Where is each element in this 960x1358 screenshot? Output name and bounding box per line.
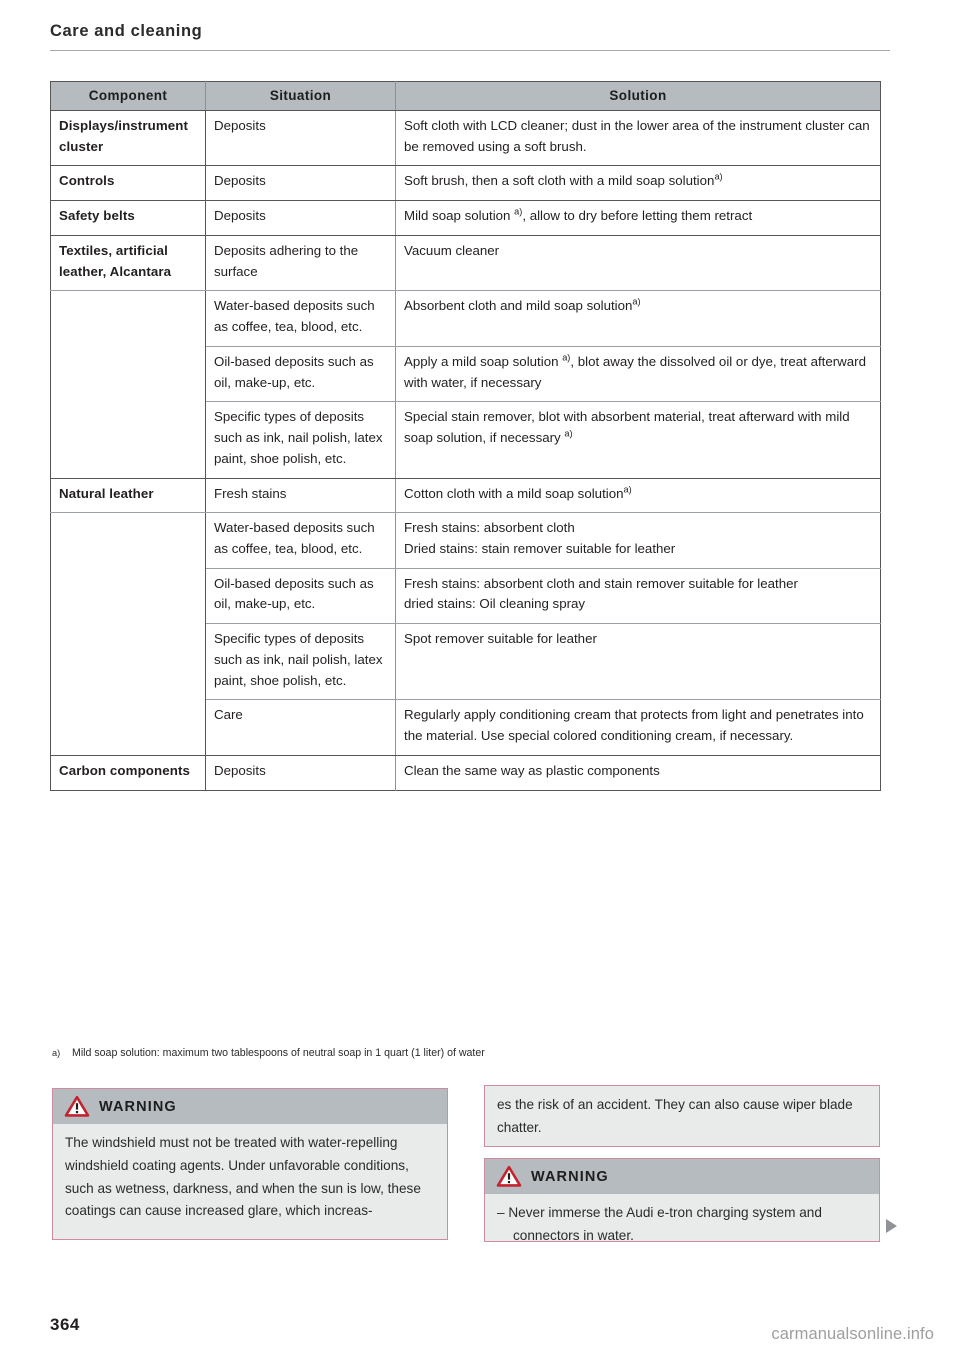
cell-component-empty	[51, 402, 206, 478]
cell-situation: Oil-based deposits such as oil, make-up, etc.	[206, 568, 396, 623]
warning-body: The windshield must not be treated with water-repelling windshield coating agents. Under unfavorable conditions, such as wetness, darkness, and when the sun is low, these coatings can cause increased glare, which increas-	[65, 1135, 421, 1219]
cell-situation: Specific types of deposits such as ink, nail polish, latex paint, shoe polish, etc.	[206, 624, 396, 700]
cell-component: Natural leather	[51, 478, 206, 513]
cell-solution: Absorbent cloth and mild soap solution$^{a)}$	[396, 291, 881, 346]
table-row	[51, 755, 881, 790]
cell-solution: Apply a mild soap solution $^{a)}$, blot away the dissolved oil or dye, treat afterward with water, if necessary	[396, 346, 881, 401]
cell-component-empty	[51, 291, 206, 346]
cell-situation: Care	[206, 700, 396, 755]
footnote-reference: a)	[514, 206, 523, 217]
table-row	[51, 346, 881, 401]
solution-line: Fresh stains: absorbent cloth	[404, 520, 575, 536]
warning-title: WARNING	[99, 1098, 177, 1115]
cell-component: Displays/instrument cluster	[51, 111, 206, 166]
warning-triangle-icon	[496, 1165, 522, 1188]
solution-line: Fresh stains: absorbent cloth and stain remover suitable for leather	[404, 575, 798, 591]
cell-situation: Fresh stains	[206, 478, 396, 513]
table-row	[51, 513, 881, 568]
cell-solution	[396, 568, 881, 623]
warning-header	[53, 1089, 447, 1124]
table-row	[51, 111, 881, 166]
solution-line: dried stains: Oil cleaning spray	[404, 596, 586, 612]
cell-component: Safety belts	[51, 201, 206, 236]
column-header-situation: Situation	[206, 82, 396, 111]
cell-solution: Cotton cloth with a mild soap solution$^{a)}$	[396, 478, 881, 513]
cell-component: Carbon components	[51, 755, 206, 790]
table-row	[51, 478, 881, 513]
cell-solution: Vacuum cleaner	[396, 235, 881, 290]
table-row	[51, 166, 881, 201]
cell-solution: Soft brush, then a soft cloth with a mild soap solution$^{a)}$	[396, 166, 881, 201]
cell-solution: Soft cloth with LCD cleaner; dust in the lower area of the instrument cluster can be removed using a soft brush.	[396, 111, 881, 166]
footnote-reference: a)	[623, 484, 632, 495]
table-row	[51, 201, 881, 236]
cell-component-empty	[51, 568, 206, 623]
cell-situation: Water-based deposits such as coffee, tea, blood, etc.	[206, 513, 396, 568]
table-row	[51, 700, 881, 755]
table-row	[51, 402, 881, 478]
page-header	[50, 22, 890, 51]
table-footnote	[52, 1046, 882, 1061]
page-number: 364	[50, 1315, 80, 1334]
header-divider	[50, 50, 890, 51]
table-row	[51, 291, 881, 346]
footnote-reference: a)	[564, 428, 573, 439]
table-row	[51, 624, 881, 700]
footnote-text: Mild soap solution: maximum two tablespoons of neutral soap in 1 quart (1 liter) of water	[72, 1047, 485, 1059]
warning-list-item: – Never immerse the Audi e-tron charging system and connectors in water.	[497, 1205, 822, 1243]
cell-solution: Clean the same way as plastic components	[396, 755, 881, 790]
cell-component-empty	[51, 700, 206, 755]
warning-body	[485, 1194, 879, 1258]
cell-component-empty	[51, 624, 206, 700]
page-title: Care and cleaning	[50, 22, 203, 40]
warning-triangle-icon	[64, 1095, 90, 1118]
warning-box-charging-system	[484, 1158, 880, 1242]
warning-box-windshield	[52, 1088, 448, 1240]
warning-continuation-body: es the risk of an accident. They can also cause wiper blade chatter.	[497, 1097, 853, 1135]
cell-component: Controls	[51, 166, 206, 201]
cell-situation: Water-based deposits such as coffee, tea, blood, etc.	[206, 291, 396, 346]
cell-component-empty	[51, 346, 206, 401]
site-watermark: carmanualsonline.info	[771, 1325, 934, 1343]
footnote-marker: a)	[52, 1048, 61, 1058]
footnote-reference: a)	[714, 172, 723, 183]
table-body	[51, 111, 881, 791]
footnote-reference: a)	[562, 352, 571, 363]
cell-solution: Spot remover suitable for leather	[396, 624, 881, 700]
cell-situation: Deposits	[206, 755, 396, 790]
cell-solution	[396, 513, 881, 568]
warning-title: WARNING	[531, 1168, 609, 1185]
cell-solution: Regularly apply conditioning cream that protects from light and penetrates into the material. Use special colored conditioning cream, if necessary.	[396, 700, 881, 755]
column-header-solution: Solution	[396, 82, 881, 111]
footnote-reference: a)	[632, 296, 641, 307]
cell-solution: Mild soap solution $^{a)}$, allow to dry before letting them retract	[396, 201, 881, 236]
cell-situation: Deposits	[206, 111, 396, 166]
cell-situation: Oil-based deposits such as oil, make-up, etc.	[206, 346, 396, 401]
table-row	[51, 235, 881, 290]
play-triangle-icon	[886, 1219, 897, 1233]
cell-situation: Deposits adhering to the surface	[206, 235, 396, 290]
warning-header	[485, 1159, 879, 1194]
cell-component: Textiles, artificial leather, Alcantara	[51, 235, 206, 290]
cell-component-empty	[51, 513, 206, 568]
cell-situation: Deposits	[206, 166, 396, 201]
warning-box-continuation	[484, 1085, 880, 1147]
cell-solution: Special stain remover, blot with absorbent material, treat afterward with mild soap solution, if necessary $^{a)}$	[396, 402, 881, 478]
cell-situation: Deposits	[206, 201, 396, 236]
table-row	[51, 568, 881, 623]
care-and-cleaning-table	[50, 81, 881, 791]
solution-line: Dried stains: stain remover suitable for leather	[404, 541, 676, 557]
cell-situation: Specific types of deposits such as ink, nail polish, latex paint, shoe polish, etc.	[206, 402, 396, 478]
column-header-component: Component	[51, 82, 206, 111]
table-header-row	[51, 82, 881, 111]
